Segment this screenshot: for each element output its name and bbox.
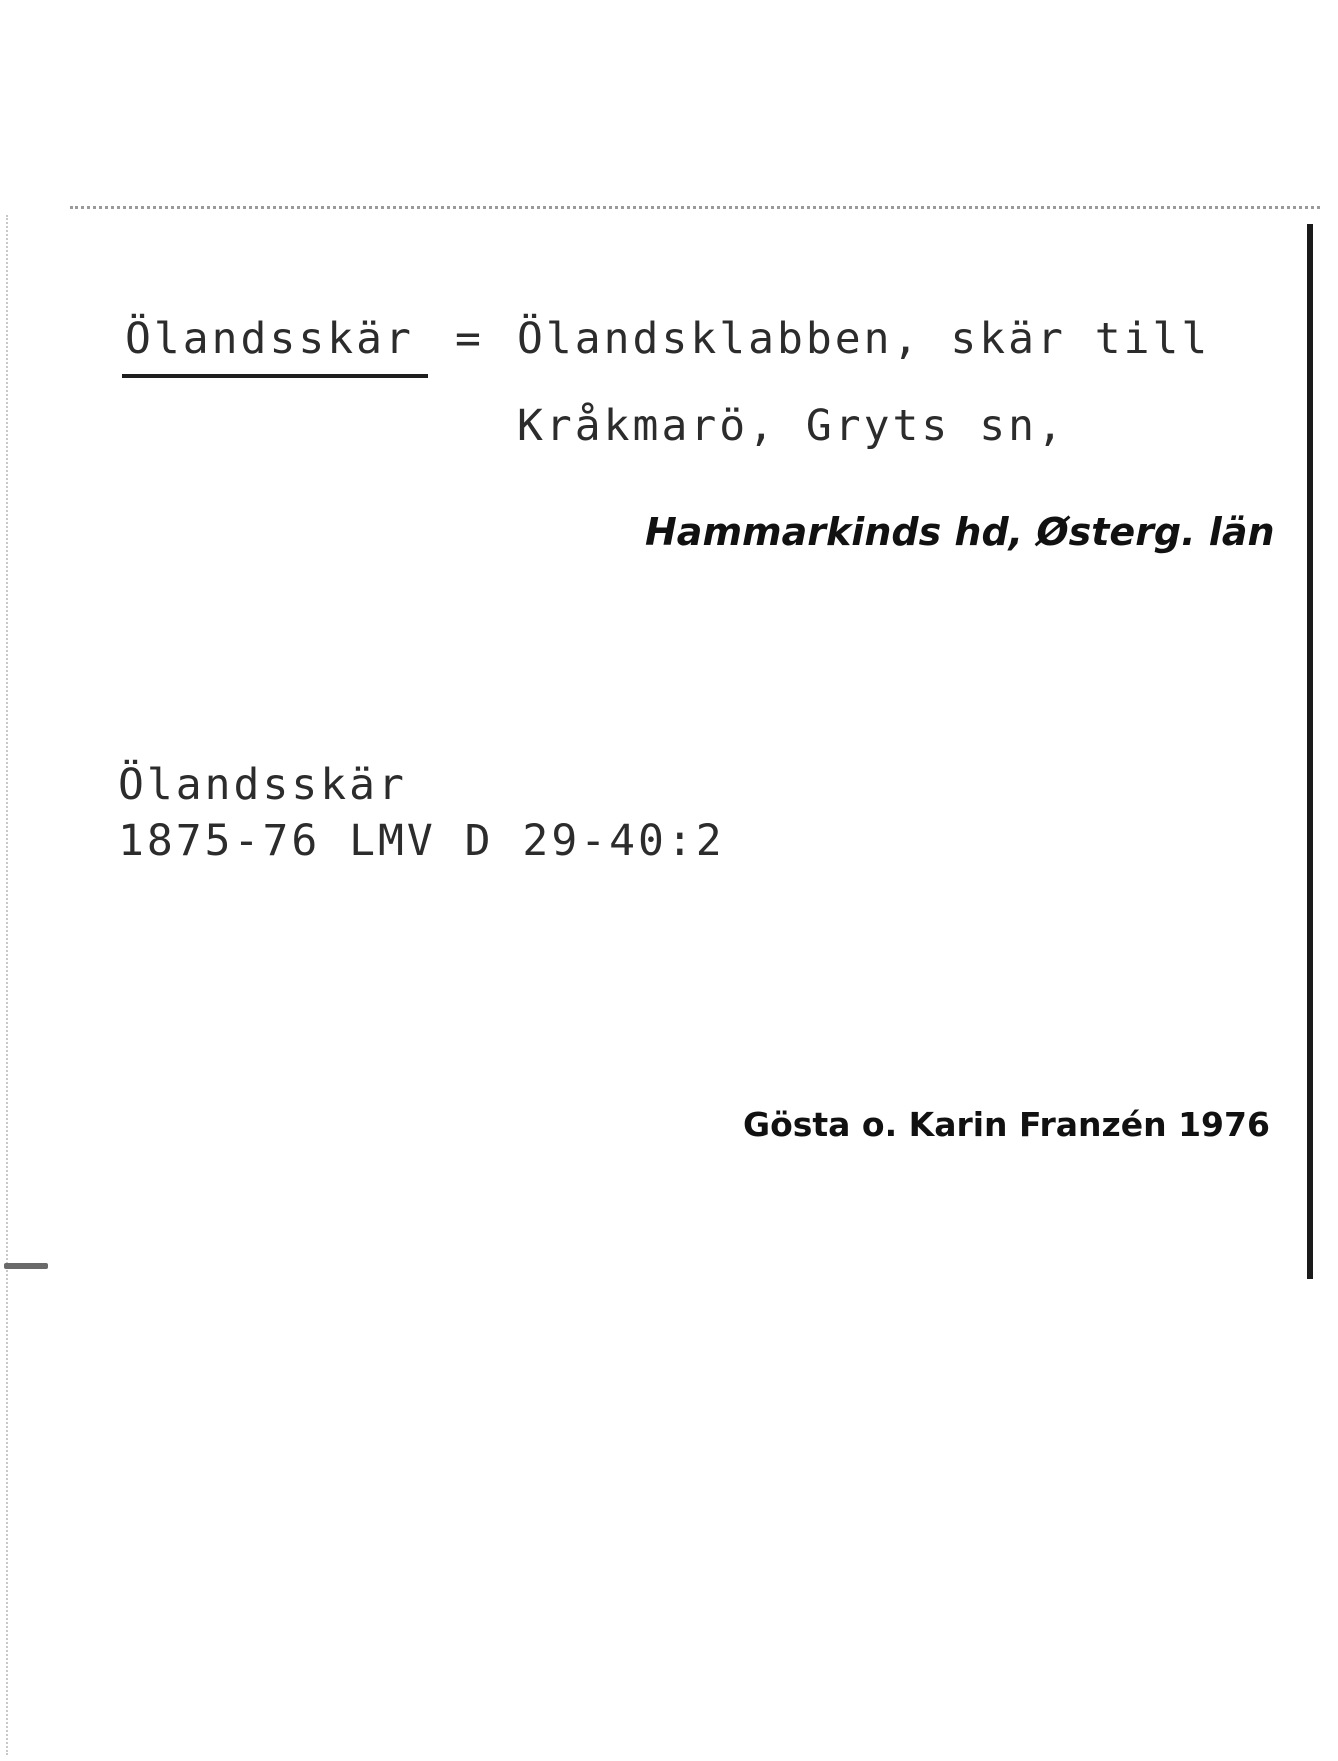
source-reference: 1875-76 LMV D 29-40:2	[118, 816, 725, 866]
source-name: Ölandsskär	[118, 760, 407, 810]
headword: Ölandsskär	[125, 314, 414, 364]
left-notch	[4, 1263, 48, 1269]
definition-line-1: Ölandsklabben, skär till	[517, 314, 1211, 364]
card-right-edge	[1307, 224, 1313, 1279]
card-top-rule	[70, 206, 1320, 209]
definition-line-2: Kråkmarö, Gryts sn,	[517, 401, 1066, 451]
administrative-area: Hammarkinds hd, Østerg. län	[645, 510, 1275, 554]
left-perforation	[6, 215, 8, 1755]
equals-sign: =	[455, 314, 484, 364]
headword-underline	[122, 374, 428, 378]
collector-credit: Gösta o. Karin Franzén 1976	[743, 1105, 1270, 1144]
